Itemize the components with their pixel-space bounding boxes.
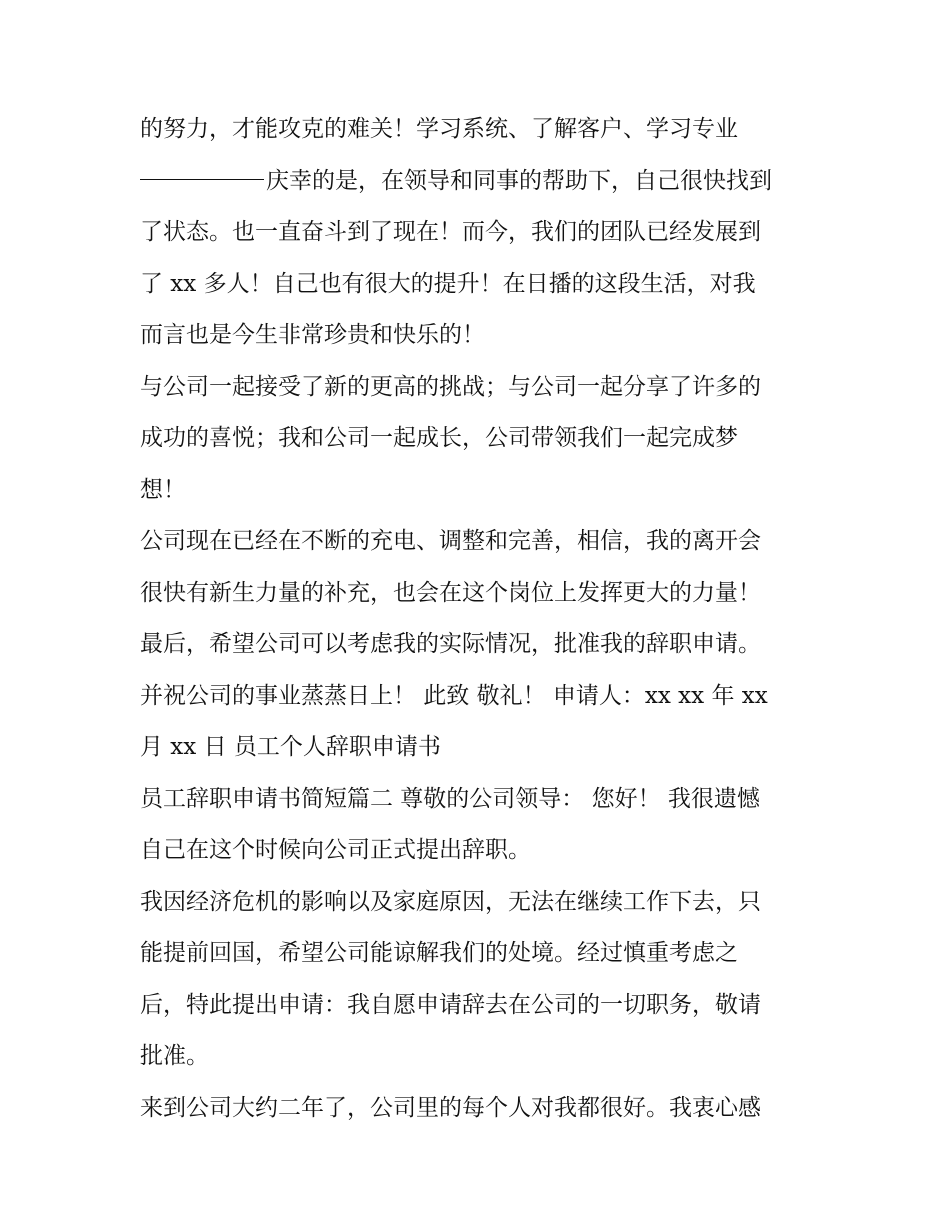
em-dash-rule — [140, 179, 264, 180]
text-line: 而言也是今生非常珍贵和快乐的！ — [140, 322, 485, 348]
text-line: 想！ — [140, 476, 186, 503]
text-line: 来到公司大约二年了，公司里的每个人对我都很好。我衷心感 — [140, 1094, 761, 1121]
text-line: 月 xx 日 员工个人辞职申请书 — [140, 734, 441, 760]
text-line: 员工辞职申请书简短篇二 尊敬的公司领导： 您好！ 我很遗憾 — [140, 785, 760, 812]
text-line: 批准。 — [140, 1043, 209, 1069]
text-line — [140, 156, 820, 208]
text-line: 并祝公司的事业蒸蒸日上！ 此致 敬礼！ 申请人：xx xx 年 xx — [140, 682, 768, 709]
text-line: 自己在这个时候向公司正式提出辞职。 — [140, 837, 531, 863]
text-line: 成功的喜悦；我和公司一起成长，公司带领我们一起完成梦 — [140, 425, 738, 451]
text-line: 能提前回国，希望公司能谅解我们的处境。经过慎重考虑之 — [140, 940, 738, 966]
text-line: 后，特此提出申请：我自愿申请辞去在公司的一切职务，敬请 — [140, 991, 761, 1018]
text-line: 了状态。也一直奋斗到了现在！而今，我们的团队已经发展到 — [140, 219, 761, 245]
text-line: 公司现在已经在不断的充电、调整和完善，相信，我的离开会 — [140, 528, 761, 554]
text-line-content: 庆幸的是，在领导和同事的帮助下，自己很快找到 — [266, 167, 772, 194]
text-line: 很快有新生力量的补充，也会在这个岗位上发挥更大的力量！ — [140, 579, 761, 606]
text-line: 最后，希望公司可以考虑我的实际情况，批准我的辞职申请。 — [140, 631, 761, 657]
text-line: 我因经济危机的影响以及家庭原因，无法在继续工作下去，只 — [140, 888, 761, 915]
text-line: 了 xx 多人！自己也有很大的提升！在日播的这段生活，对我 — [140, 270, 756, 297]
text-line: 与公司一起接受了新的更高的挑战；与公司一起分享了许多的 — [140, 373, 761, 400]
document-body — [140, 104, 820, 1134]
text-line: 的努力，才能攻克的难关！学习系统、了解客户、学习专业 — [140, 116, 738, 142]
